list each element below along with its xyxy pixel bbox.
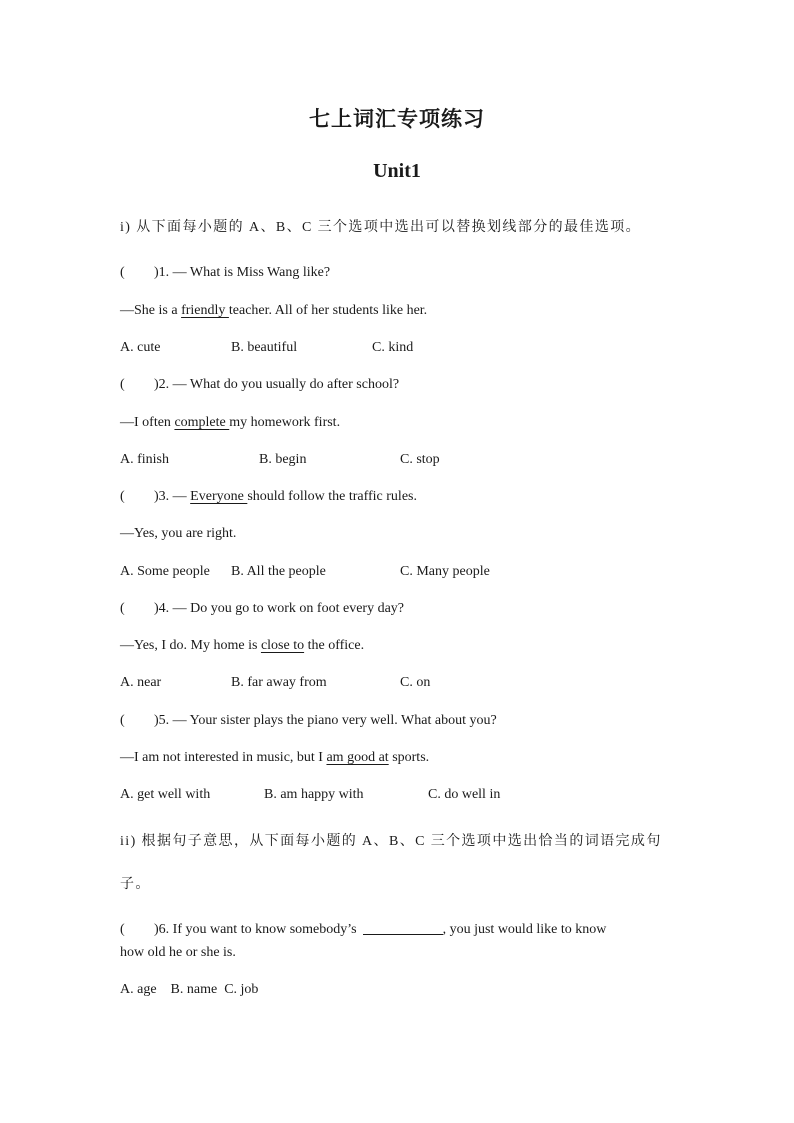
q4-option-a: A. near [120,675,162,690]
q2-reply [120,414,340,432]
answer-paren: ( [120,377,125,392]
q1-option-c: C. kind [372,340,414,355]
q2-stem-text: )2. — What do you usually do after school? [154,377,400,392]
q2-option-a: A. finish [120,452,169,467]
q3-stem-pre: )3. — [154,489,191,504]
q2-underlined-word: complete [174,415,230,430]
answer-paren: ( [120,713,125,728]
q6-stem [120,920,606,939]
q4-reply-post: the office. [304,638,365,653]
q3-stem-post: should follow the traffic rules. [247,489,417,504]
unit-heading: Unit1 [373,160,421,182]
q5-option-b: B. am happy with [264,787,364,802]
q1-option-b: B. beautiful [231,340,298,355]
q3-option-c: C. Many people [400,564,490,579]
q3-stem [120,488,417,506]
answer-paren: ( [120,601,125,616]
q5-option-a: A. get well with [120,787,211,802]
q5-reply [120,749,429,767]
q2-option-c: C. stop [400,452,440,467]
q1-option-a: A. cute [120,340,161,355]
q2-reply-post: my homework first. [229,415,341,430]
section1-instruction: i) 从下面每小题的 A、B、C 三个选项中选出可以替换划线部分的最佳选项。 [120,220,642,235]
q5-reply-post: sports. [388,750,430,765]
q1-reply [120,302,427,320]
document-title: 七上词汇专项练习 [309,107,485,131]
section2-instruction-line2: 子。 [120,877,151,892]
q1-stem-text: )1. — What is Miss Wang like? [154,265,331,280]
answer-paren: ( [120,489,125,504]
q2-stem [120,376,399,394]
q5-reply-pre: —I am not interested in music, but I [120,750,327,765]
q4-underlined-word: close to [260,638,305,653]
q3-option-b: B. All the people [231,564,326,579]
q1-underlined-word: friendly [181,303,229,318]
q6-stem-pre: )6. If you want to know somebody’s [154,922,357,937]
q6-answer-blank [363,920,443,935]
q4-stem-text: )4. — Do you go to work on foot every day? [154,601,405,616]
q5-underlined-word: am good at [326,750,389,765]
q4-option-b: B. far away from [231,675,327,690]
q5-option-c: C. do well in [428,787,501,802]
q6-stem-line2: how old he or she is. [120,945,236,960]
q4-reply [120,637,364,655]
q4-reply-pre: —Yes, I do. My home is [120,638,261,653]
answer-paren: ( [120,922,125,937]
section2-instruction-line1: ii) 根据句子意思，从下面每小题的 A、B、C 三个选项中选出恰当的词语完成句 [120,834,662,849]
q2-option-b: B. begin [259,452,307,467]
q3-option-a: A. Some people [120,564,210,579]
q5-stem-text: )5. — Your sister plays the piano very well. What about you? [154,713,497,728]
answer-paren: ( [120,265,125,280]
q6-stem-post: , you just would like to know [442,922,607,937]
q4-stem [120,600,404,618]
q1-reply-pre: —She is a [120,303,182,318]
q6-options: A. age B. name C. job [120,982,259,997]
q5-stem [120,712,497,730]
q3-underlined-word: Everyone [190,489,248,504]
q3-reply: —Yes, you are right. [120,526,237,541]
q4-option-c: C. on [400,675,431,690]
q1-stem [120,264,330,282]
q1-reply-post: teacher. All of her students like her. [228,303,428,318]
q2-reply-pre: —I often [120,415,175,430]
